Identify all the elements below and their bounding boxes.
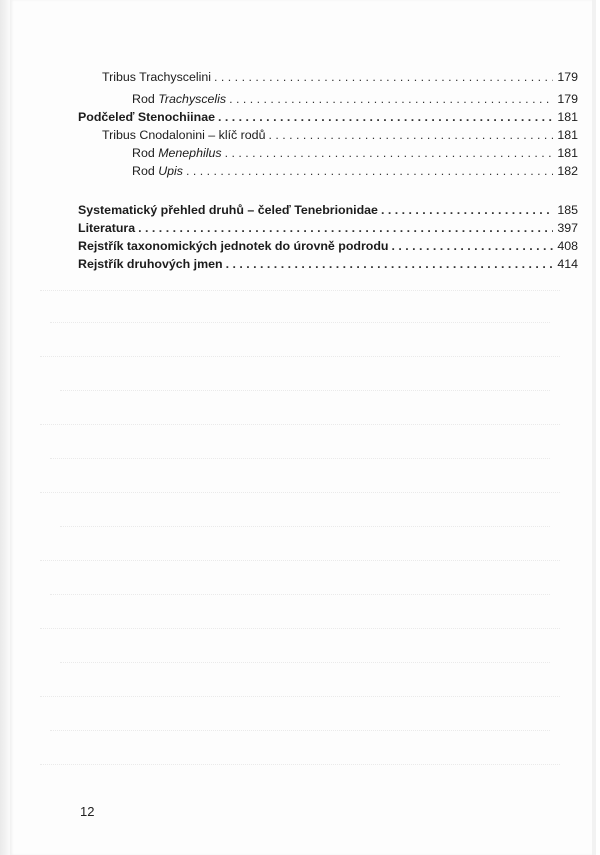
toc-entry[interactable] bbox=[78, 110, 578, 127]
toc-entry[interactable] bbox=[78, 257, 578, 274]
toc-page-number: 181 bbox=[557, 110, 578, 124]
toc-entry[interactable] bbox=[78, 239, 578, 256]
dot-leader bbox=[225, 146, 553, 160]
toc-entry-title: Rejstřík druhových jmen bbox=[78, 257, 223, 271]
toc-page-number: 185 bbox=[557, 203, 578, 217]
toc-entry-title: Rod Upis bbox=[132, 164, 183, 178]
dot-leader bbox=[392, 239, 553, 253]
toc-entry-title: Rejstřík taxonomických jednotek do úrovně podrodu bbox=[78, 239, 389, 253]
toc-entry-title: Literatura bbox=[78, 221, 136, 235]
toc-page-number: 179 bbox=[557, 70, 578, 84]
dot-leader bbox=[268, 128, 553, 142]
toc-page-number: 179 bbox=[557, 92, 578, 106]
dot-leader bbox=[381, 203, 553, 217]
toc-entry[interactable] bbox=[102, 128, 578, 145]
toc-entry-title: Systematický přehled druhů – čeleď Tenebrionidae bbox=[78, 203, 378, 217]
toc-page-number: 414 bbox=[557, 257, 578, 271]
toc-entry[interactable] bbox=[78, 221, 578, 238]
toc-page-number: 181 bbox=[557, 146, 578, 160]
toc-entry-title: Rod Trachyscelis bbox=[132, 92, 227, 106]
dot-leader bbox=[229, 92, 553, 106]
toc-entry-title: Podčeleď Stenochiinae bbox=[78, 110, 215, 124]
toc-page-number: 181 bbox=[557, 128, 578, 142]
toc-entry-title: Tribus Trachyscelini bbox=[102, 70, 212, 84]
dot-leader bbox=[138, 221, 553, 235]
toc-entry[interactable] bbox=[78, 203, 578, 220]
toc-entry[interactable] bbox=[132, 146, 578, 163]
toc-entry[interactable] bbox=[132, 164, 578, 181]
page-gutter-shadow bbox=[0, 0, 10, 855]
dot-leader bbox=[186, 164, 553, 178]
toc-entry[interactable] bbox=[102, 70, 578, 87]
page-number: 12 bbox=[80, 804, 95, 819]
toc-page-number: 397 bbox=[557, 221, 578, 235]
toc-page-number: 408 bbox=[557, 239, 578, 253]
dot-leader bbox=[218, 110, 553, 124]
page-edge bbox=[592, 0, 596, 855]
toc-entry-title: Rod Menephilus bbox=[132, 146, 222, 160]
toc-page-number: 182 bbox=[557, 164, 578, 178]
toc-entry-title: Tribus Cnodalonini – klíč rodů bbox=[102, 128, 266, 142]
dot-leader bbox=[214, 70, 553, 84]
toc-entry[interactable] bbox=[132, 92, 578, 109]
dot-leader bbox=[226, 257, 553, 271]
